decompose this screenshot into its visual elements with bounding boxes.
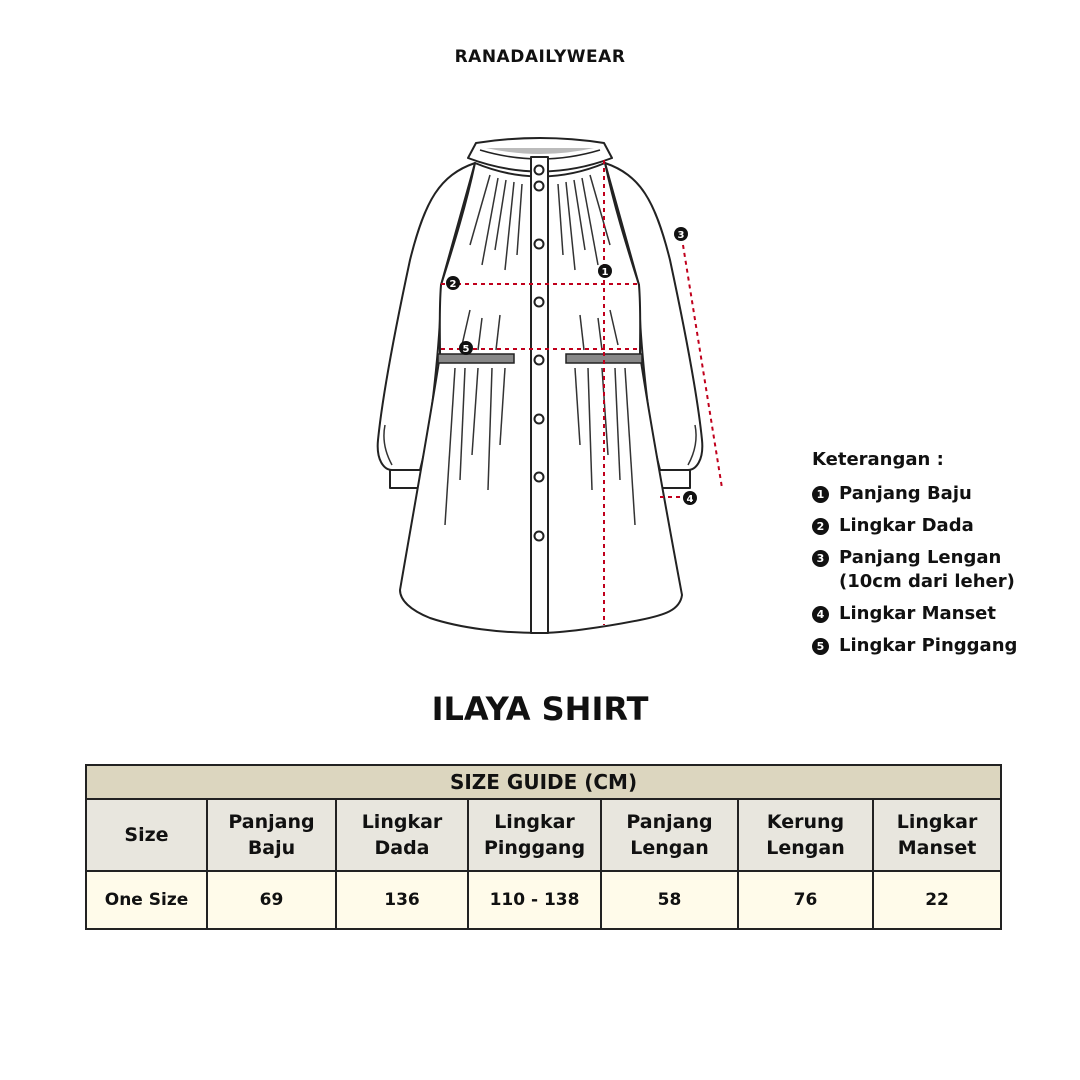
- legend-item-sleeve: [812, 546, 1072, 594]
- legend-number: 1: [812, 486, 829, 503]
- button: [535, 166, 544, 175]
- legend-label: Lingkar Pinggang: [839, 635, 1018, 656]
- header-lingkar-dada: Lingkar Dada: [336, 799, 468, 871]
- waist-elastic-left: [438, 354, 514, 363]
- marker-1: 1: [601, 267, 609, 278]
- legend-label: Lingkar Manset: [839, 603, 996, 624]
- size-guide-table: [85, 764, 1002, 930]
- button: [535, 240, 544, 249]
- legend-title: Keterangan :: [812, 449, 944, 470]
- cell-kerung-lengan: 76: [738, 871, 873, 929]
- marker-4: 4: [686, 494, 694, 505]
- legend-label: Lingkar Dada: [839, 515, 974, 536]
- product-title: ILAYA SHIRT: [431, 690, 649, 728]
- cell-panjang-lengan: 58: [601, 871, 738, 929]
- button-placket: [531, 157, 548, 633]
- legend-label: Panjang Baju: [839, 483, 972, 504]
- button: [535, 473, 544, 482]
- cell-lingkar-dada: 136: [336, 871, 468, 929]
- cell-size: One Size: [86, 871, 207, 929]
- legend-number: 4: [812, 606, 829, 623]
- header-lingkar-pinggang: Lingkar Pinggang: [468, 799, 601, 871]
- header-size: Size: [86, 799, 207, 871]
- header-kerung-lengan: Kerung Lengan: [738, 799, 873, 871]
- legend-item-chest: [812, 514, 1072, 538]
- button: [535, 356, 544, 365]
- header-lingkar-manset: Lingkar Manset: [873, 799, 1001, 871]
- legend: [812, 449, 1072, 666]
- table-header-row: [86, 799, 1001, 871]
- marker-3: 3: [677, 230, 685, 241]
- button: [535, 532, 544, 541]
- legend-item-length: [812, 482, 1072, 506]
- button: [535, 415, 544, 424]
- header-panjang-baju: Panjang Baju: [207, 799, 336, 871]
- cell-lingkar-manset: 22: [873, 871, 1001, 929]
- table-row: [86, 871, 1001, 929]
- cell-panjang-baju: 69: [207, 871, 336, 929]
- table-caption: SIZE GUIDE (CM): [86, 765, 1001, 799]
- marker-2: 2: [449, 279, 457, 290]
- cell-lingkar-pinggang: 110 - 138: [468, 871, 601, 929]
- legend-label: Panjang Lengan (10cm dari leher): [839, 547, 1015, 592]
- header-panjang-lengan: Panjang Lengan: [601, 799, 738, 871]
- legend-number: 2: [812, 518, 829, 535]
- legend-item-cuff: [812, 602, 1072, 626]
- button: [535, 298, 544, 307]
- marker-5: 5: [462, 344, 470, 355]
- button: [535, 182, 544, 191]
- brand-name: RANADAILYWEAR: [454, 47, 626, 67]
- legend-item-waist: [812, 634, 1072, 658]
- legend-number: 3: [812, 550, 829, 567]
- legend-number: 5: [812, 638, 829, 655]
